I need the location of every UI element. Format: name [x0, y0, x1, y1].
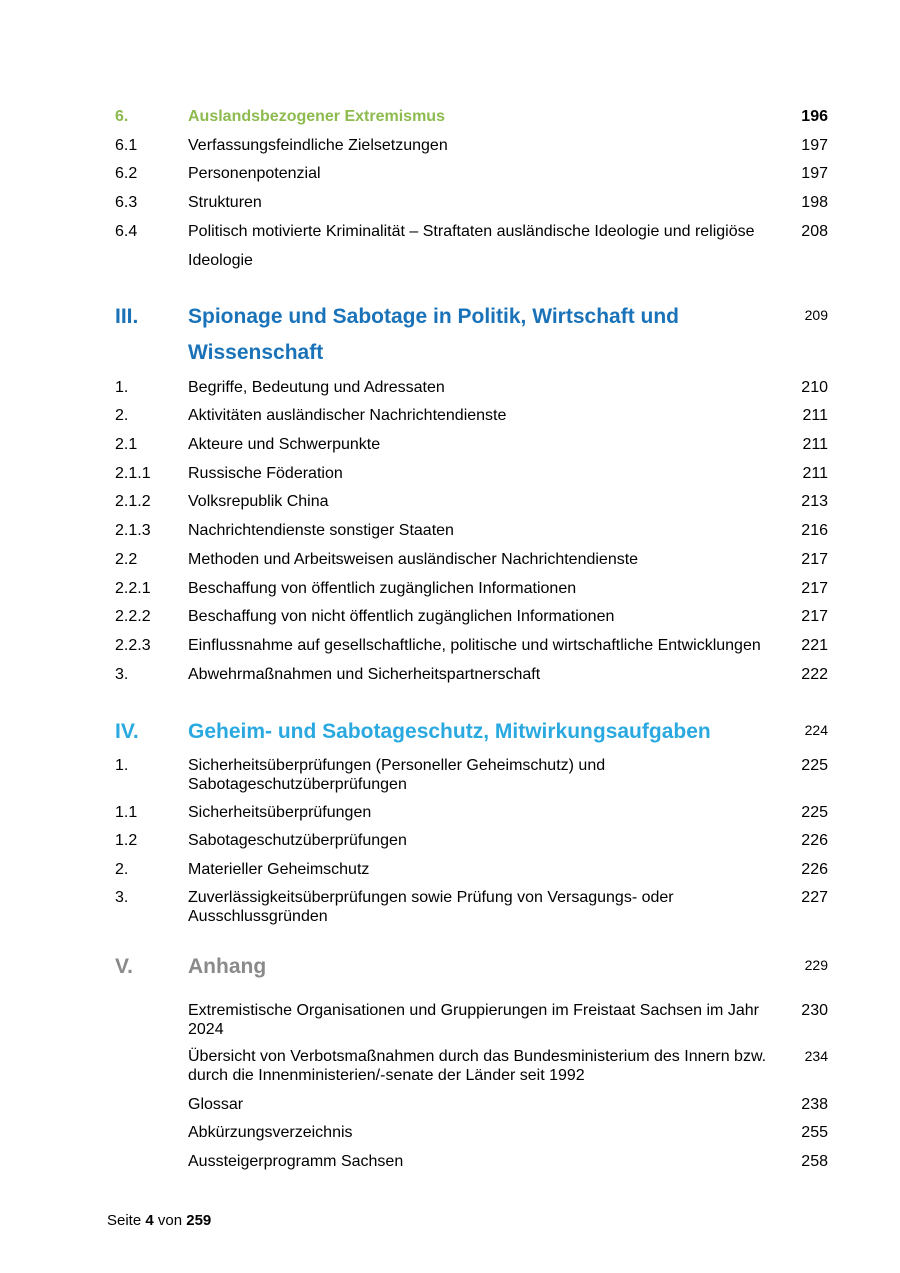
- entry-title: Materieller Geheimschutz: [188, 861, 370, 878]
- entry-page: 234: [804, 1048, 828, 1064]
- part-title: Geheim- und Sabotageschutz, Mitwirkungsaufgaben: [188, 720, 711, 743]
- entry-number: 6.4: [115, 223, 138, 240]
- entry-number: 6.2: [115, 165, 138, 182]
- entry-title: Politisch motivierte Kriminalität – Straftaten ausländische Ideologie und religiöse Ideologie: [188, 223, 755, 269]
- entry-page: 227: [801, 889, 828, 906]
- entry-number: 6.1: [115, 137, 138, 154]
- entry-number: 3.: [115, 889, 129, 906]
- entry-title: Russische Föderation: [188, 465, 343, 482]
- entry-page: 197: [801, 165, 828, 182]
- entry-title: Nachrichtendienste sonstiger Staaten: [188, 522, 454, 539]
- entry-title: Aussteigerprogramm Sachsen: [188, 1153, 404, 1170]
- entry-number: 2.1: [115, 436, 138, 453]
- part-title: Anhang: [188, 955, 267, 978]
- entry-page: 217: [801, 580, 828, 597]
- part-page: 209: [804, 307, 828, 323]
- entry-page: 225: [801, 757, 828, 774]
- entry-page: 210: [801, 379, 828, 396]
- entry-number: 1.: [115, 757, 129, 774]
- entry-page: 238: [801, 1096, 828, 1113]
- entry-page: 255: [801, 1124, 828, 1141]
- entry-number: 2.1.2: [115, 493, 151, 510]
- part-number: IV.: [115, 720, 139, 743]
- entry-page: 198: [801, 194, 828, 211]
- entry-title: Sicherheitsüberprüfungen: [188, 804, 372, 821]
- entry-title: Glossar: [188, 1096, 244, 1113]
- entry-title: Methoden und Arbeitsweisen ausländischer Nachrichtendienste: [188, 551, 639, 568]
- entry-title: Beschaffung von nicht öffentlich zugänglichen Informationen: [188, 608, 615, 625]
- entry-page: 211: [802, 465, 828, 482]
- footer-middle: von: [157, 1212, 183, 1229]
- entry-page: 197: [801, 137, 828, 154]
- entry-number: 2.: [115, 861, 129, 878]
- footer-total-pages: 259: [186, 1212, 212, 1229]
- entry-number: 2.2.2: [115, 608, 151, 625]
- part-title: Spionage und Sabotage in Politik, Wirtschaft und Wissenschaft: [188, 305, 679, 364]
- entry-title: Strukturen: [188, 194, 262, 211]
- entry-title: Personenpotenzial: [188, 165, 321, 182]
- part-page: 224: [804, 722, 828, 738]
- entry-title: Volksrepublik China: [188, 493, 329, 510]
- part-page: 229: [804, 957, 828, 973]
- entry-page: 225: [801, 804, 828, 821]
- page-footer: [107, 1212, 211, 1229]
- part-number: III.: [115, 305, 139, 328]
- entry-number: 6.: [115, 108, 129, 125]
- entry-page: 196: [801, 108, 828, 125]
- entry-page: 222: [801, 666, 828, 683]
- entry-number: 2.1.1: [115, 465, 151, 482]
- entry-title: Übersicht von Verbotsmaßnahmen durch das Bundesministerium des Innern bzw. durch die Innenministerien/-senate der Länder seit 1992: [188, 1048, 767, 1084]
- entry-page: 211: [802, 407, 828, 424]
- entry-page: 258: [801, 1153, 828, 1170]
- entry-title: Zuverlässigkeitsüberprüfungen sowie Prüfung von Versagungs- oder Ausschlussgründen: [188, 889, 674, 925]
- entry-number: 2.2: [115, 551, 138, 568]
- entry-number: 3.: [115, 666, 129, 683]
- entry-title: Akteure und Schwerpunkte: [188, 436, 381, 453]
- entry-title: Abwehrmaßnahmen und Sicherheitspartnerschaft: [188, 666, 541, 683]
- entry-title: Einflussnahme auf gesellschaftliche, politische und wirtschaftliche Entwicklungen: [188, 637, 761, 654]
- entry-page: 208: [801, 223, 828, 240]
- entry-title: Abkürzungsverzeichnis: [188, 1124, 353, 1141]
- entry-title: Auslandsbezogener Extremismus: [188, 108, 445, 125]
- entry-number: 2.: [115, 407, 129, 424]
- entry-page: 216: [801, 522, 828, 539]
- entry-number: 2.1.3: [115, 522, 151, 539]
- entry-page: 211: [802, 436, 828, 453]
- entry-number: 2.2.1: [115, 580, 151, 597]
- entry-number: 1.2: [115, 832, 138, 849]
- entry-page: 217: [801, 551, 828, 568]
- entry-title: Begriffe, Bedeutung und Adressaten: [188, 379, 445, 396]
- entry-number: 1.1: [115, 804, 138, 821]
- entry-page: 226: [801, 861, 828, 878]
- entry-title: Sicherheitsüberprüfungen (Personeller Geheimschutz) und Sabotageschutzüberprüfungen: [188, 757, 606, 793]
- entry-title: Aktivitäten ausländischer Nachrichtendienste: [188, 407, 507, 424]
- entry-title: Sabotageschutzüberprüfungen: [188, 832, 407, 849]
- entry-page: 221: [801, 637, 828, 654]
- entry-page: 217: [801, 608, 828, 625]
- footer-prefix: Seite: [107, 1212, 142, 1229]
- entry-number: 1.: [115, 379, 129, 396]
- entry-title: Extremistische Organisationen und Gruppierungen im Freistaat Sachsen im Jahr 2024: [188, 1002, 759, 1038]
- entry-page: 213: [801, 493, 828, 510]
- entry-page: 226: [801, 832, 828, 849]
- entry-title: Verfassungsfeindliche Zielsetzungen: [188, 137, 448, 154]
- footer-current-page: 4: [145, 1212, 154, 1229]
- entry-page: 230: [801, 1002, 828, 1019]
- entry-number: 6.3: [115, 194, 138, 211]
- entry-number: 2.2.3: [115, 637, 151, 654]
- entry-title: Beschaffung von öffentlich zugänglichen Informationen: [188, 580, 577, 597]
- part-number: V.: [115, 955, 133, 978]
